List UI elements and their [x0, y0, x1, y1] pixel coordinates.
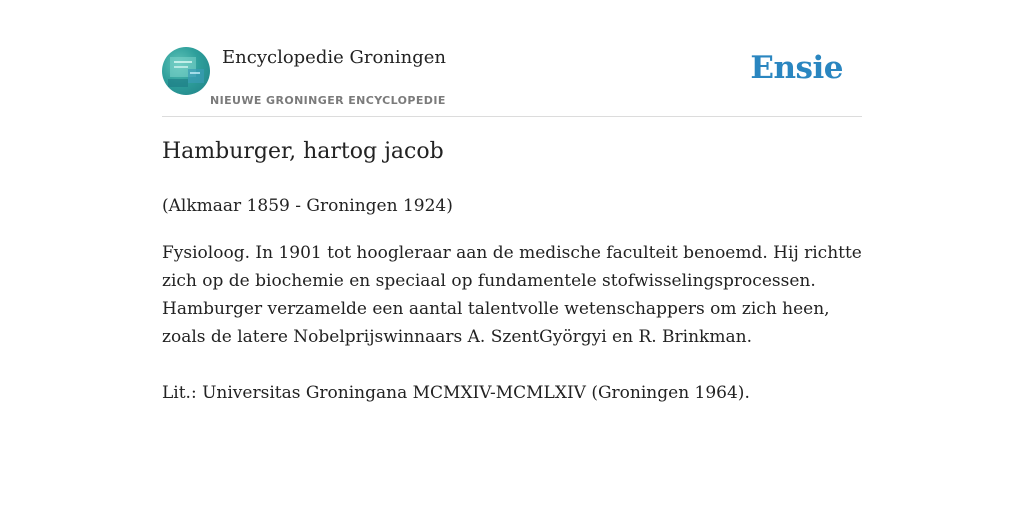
page-container: [162, 0, 862, 403]
article-literature: Lit.: Universitas Groningana MCMXIV-MCMLXIV (Groningen 1964).: [162, 383, 750, 403]
ensie-brand-link[interactable]: Ensie: [750, 50, 843, 86]
encyclopedia-logo-icon[interactable]: [162, 47, 210, 95]
site-title[interactable]: Encyclopedie Groningen: [222, 47, 447, 68]
article-body: [162, 239, 862, 407]
site-header: [162, 0, 862, 117]
site-subtitle: NIEUWE GRONINGER ENCYCLOPEDIE: [210, 94, 446, 107]
article-paragraph: Fysioloog. In 1901 tot hoogleraar aan de medische faculteit benoemd. Hij richtte zich op de biochemie en speciaal op fundamentele stofwisselingsprocessen. Hamburger verzamelde een aantal talentvolle wetenschappers om zich heen, zoals de latere Nobelprijswinnaars A. SzentGyörgyi en R. Brinkman.: [162, 243, 862, 347]
article-title: Hamburger, hartog jacob: [162, 139, 444, 164]
article-dates: (Alkmaar 1859 - Groningen 1924): [162, 196, 453, 216]
